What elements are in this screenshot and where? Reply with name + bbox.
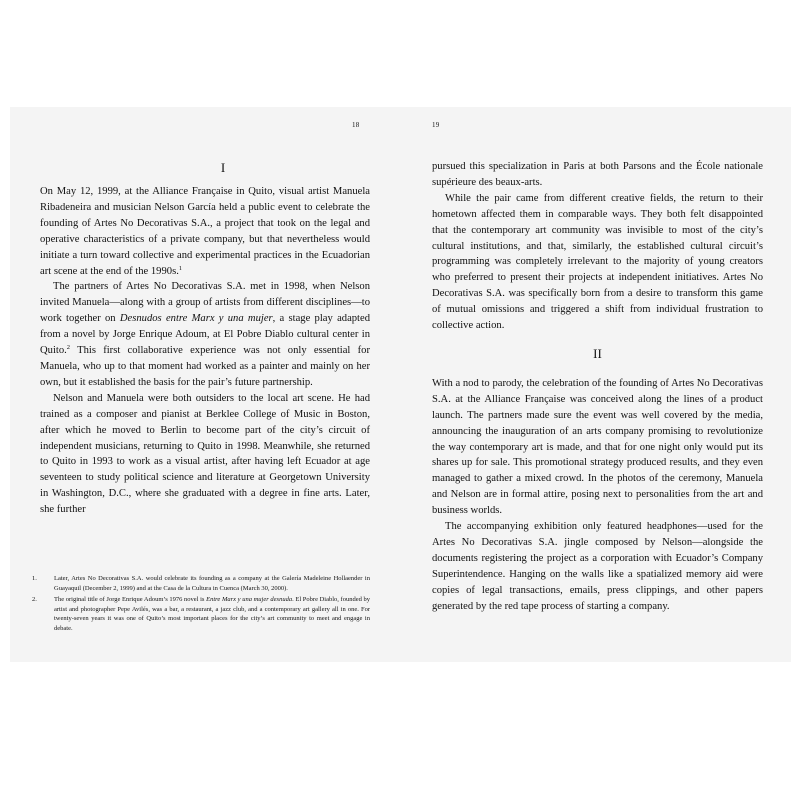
right-body-text	[432, 159, 763, 614]
paragraph: pursued this specialization in Paris at both Parsons and the École nationale supérieure des beaux-arts.	[432, 161, 763, 188]
footnotes	[32, 574, 370, 636]
paragraph: The partners of Artes No Decorativas S.A. met in 1998, when Nelson invited Manuela—along with a group of artists from different disciplines—to work together on Desnudos entre Marx y una mujer, a stage play adapted from a novel by Jorge Enrique Adoum, at El Pobre Diablo cultural center in Quito.$^2$ This first collaborative experience was not only essential for Manuela, who up to that moment had worked as a painter and mainly on her own, but it established the basis for the pair’s future partnership.	[40, 281, 371, 388]
page-number-right: 19	[432, 121, 440, 129]
footnote-text: The original title of Jorge Enrique Adoum’s 1976 novel is Entre Marx y una mujer desnuda. El Pobre Diablo, founded by artist and photographer Pepe Avilés, was a bar, a restaurant, a jazz club, and a contemporary art gallery all in one. For twenty-seven years it was one of Quito’s most important places for the city’s art community to meet and engage in debate.	[54, 596, 371, 632]
section-heading-ii: II	[593, 345, 602, 361]
footnote	[32, 574, 370, 593]
paragraph: The accompanying exhibition only featured headphones—used for the Artes No Decorativas S.A. jingle composed by Nelson—alongside the documents registering the project as a corporation with Ecuador’s Company Superintendence. Hanging on the walls like a spatialized memory aid were copies of legal transactions, emails, press clippings, and other papers generated by the red tape process of starting a company.	[432, 521, 763, 612]
left-body-text	[40, 184, 370, 518]
right-page	[400, 107, 791, 662]
book-spread	[10, 107, 791, 662]
page-number-left: 18	[352, 121, 360, 129]
footnote-number: 1.	[32, 575, 37, 582]
footnote	[32, 595, 370, 633]
section-heading-i: I	[220, 160, 226, 175]
paragraph: Nelson and Manuela were both outsiders to the local art scene. He had trained as a composer and pianist at Berklee College of Music in Boston, after which he moved to Berlin to become part of the city’s circuit of independent musicians, returning to Quito in 1998. Meanwhile, she returned to Quito in 1993 to work as a visual artist, after having left Ecuador at age seventeen to study political science and literature at Georgetown University in Washington, D.C., where she graduated with a degree in fine arts. Later, she further	[40, 392, 370, 516]
paragraph: On May 12, 1999, at the Alliance Française in Quito, visual artist Manuela Ribadeneira and musician Nelson García held a public event to celebrate the founding of Artes No Decorativas S.A., a project that took on the legal and operative characteristics of a private company, but that nevertheless would initiate a turn toward collective and experimental practices in the Ecuadorian art scene at the end of the 1990s.$^1$	[40, 186, 370, 277]
italic-title: Desnudos entre Marx y una mujer	[119, 313, 273, 325]
footnote-ref: 2	[66, 344, 71, 352]
footnote-number: 2.	[32, 596, 37, 604]
paragraph: With a nod to parody, the celebration of the founding of Artes No Decorativas S.A. at the Alliance Française was conceived along the lines of a product launch. The partners made sure the event was well covered by the media, announcing the inauguration of an arts company promising to revolutionize the way contemporary art is made, and that for one night only would put its shares up for sale. This promotional strategy produced results, and they even managed to gather a mixed crowd. In the photos of the ceremony, Manuela and Nelson are in formal attire, posing next to personalities from the art and business worlds.	[432, 377, 763, 517]
footnote-ref: 1	[178, 264, 183, 272]
left-page	[10, 107, 400, 662]
footnote-text: Later, Artes No Decorativas S.A. would celebrate its founding as a company at the Galería Madeleine Hollaender in Guayaquil (December 2, 1999) and at the Casa de la Cultura in Cuenca (March 30, 2000).	[54, 575, 370, 592]
paragraph: While the pair came from different creative fields, the return to their hometown affected them in comparable ways. They both felt disappointed that the contemporary art community was invisible to most of the city’s cultural institutions, and that, similarly, the established cultural circuit’s programming was completely irrelevant to the majority of young creators who preferred to present their projects at independent initiatives. Artes No Decorativas S.A. was specifically born from a desire to transform this game of mutual omissions and triggered a shift from individual frustration to collective action.	[432, 192, 763, 332]
